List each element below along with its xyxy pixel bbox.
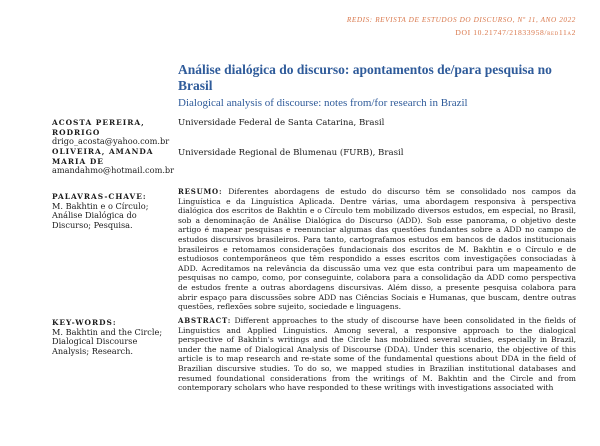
journal-header: REDIS: REVISTA DE ESTUDOS DO DISCURSO, Nº 11, ANO 2022 (346, 16, 576, 24)
author-block-1 (52, 118, 174, 147)
abstract-paragraph (178, 316, 576, 446)
resumo-paragraph (178, 187, 576, 312)
article-subtitle: Dialogical analysis of discourse: notes from/for research in Brazil (178, 97, 468, 109)
author-name: OLIVEIRA, AMANDA MARIA DE (52, 147, 154, 166)
resumo-label: RESUMO: (178, 187, 223, 196)
author-email[interactable]: drigo_acosta@yahoo.com.br (52, 136, 170, 147)
keywords-pt (52, 192, 174, 230)
author-email[interactable]: amandahmo@hotmail.com.br (52, 165, 175, 176)
article-title: Análise dialógica do discurso: apontamentos de/para pesquisa no Brasil (178, 62, 552, 93)
author-name: ACOSTA PEREIRA, RODRIGO (52, 118, 145, 137)
keywords-text: M. Bakhtin e o Círculo; Análise Dialógica do Discurso; Pesquisa. (52, 200, 149, 230)
author-block-2 (52, 147, 174, 176)
resumo-text: Diferentes abordagens de estudo do discurso têm se consolidado nos campos da Linguística e da Linguística Aplicada. Dentre várias, uma abordagem responsiva à perspectiva dialógica dos escritos de Bakhtin e o Círculo tem mobilizado diversos estudos, em especial, no Brasil, sob a denominação de Análise Dialógica do Discurso (ADD). Sob esse panorama, o objetivo deste artigo é mapear pesquisas e reenunciar algumas das questões fundantes sobre a ADD no campo de estudos discursivos brasileiros. Para tanto, cartografamos estudos em bancos de dados institucionais brasileiros e retomamos considerações fundacionais dos escritos de M. Bakhtin e o Círculo e de estudiosos contemporâneos que têm respondido a esses escritos com investigações consociadas à ADD. Acreditamos na relevância da discussão uma vez que esta contribui para um mapeamento de pesquisas no campo, como, por conseguinte, colabora para a consolidação da ADD como perspectiva de estudos frente a outras abordagens discursivas. Além disso, a presente pesquisa colabora para abrir espaço para discussões sobre ADD nas Ciências Sociais e Humanas, que buscam, dentre outras questões, reflexões sobre sujeito, sociedade e linguagens. (178, 187, 576, 312)
author-affiliation: Universidade Regional de Blumenau (FURB), Brasil (178, 148, 404, 158)
doi-header: DOI 10.21747/21833958/red11a2 (455, 28, 576, 37)
keywords-en (52, 318, 174, 356)
abstract-text: Different approaches to the study of discourse have been consolidated in the fields of Linguistics and Applied Linguistics. Among several, a responsive approach to the dialogical perspective of Bakhtin's writings and the Circle has mobilized several studies, especially in Brazil, under the name of Dialogical Analysis of Discourse (DDA). Under this scenario, the objective of this article is to map research and re-state some of the fundamental questions about DDA in the field of Brazilian discursive studies. To do so, we mapped studies in Brazilian institutional databases and resumed foundational considerations from the writings of M. Bakhtin and the Circle and from contemporary scholars who have responded to these writings with investigations associated with (178, 316, 576, 393)
abstract-label: ABSTRACT: (178, 316, 232, 325)
author-affiliation: Universidade Federal de Santa Catarina, Brasil (178, 118, 385, 128)
keywords-label: PALAVRAS-CHAVE: (52, 192, 147, 201)
keywords-label: KEY-WORDS: (52, 318, 117, 327)
keywords-text: M. Bakhtin and the Circle; Dialogical Discourse Analysis; Research. (52, 326, 163, 356)
